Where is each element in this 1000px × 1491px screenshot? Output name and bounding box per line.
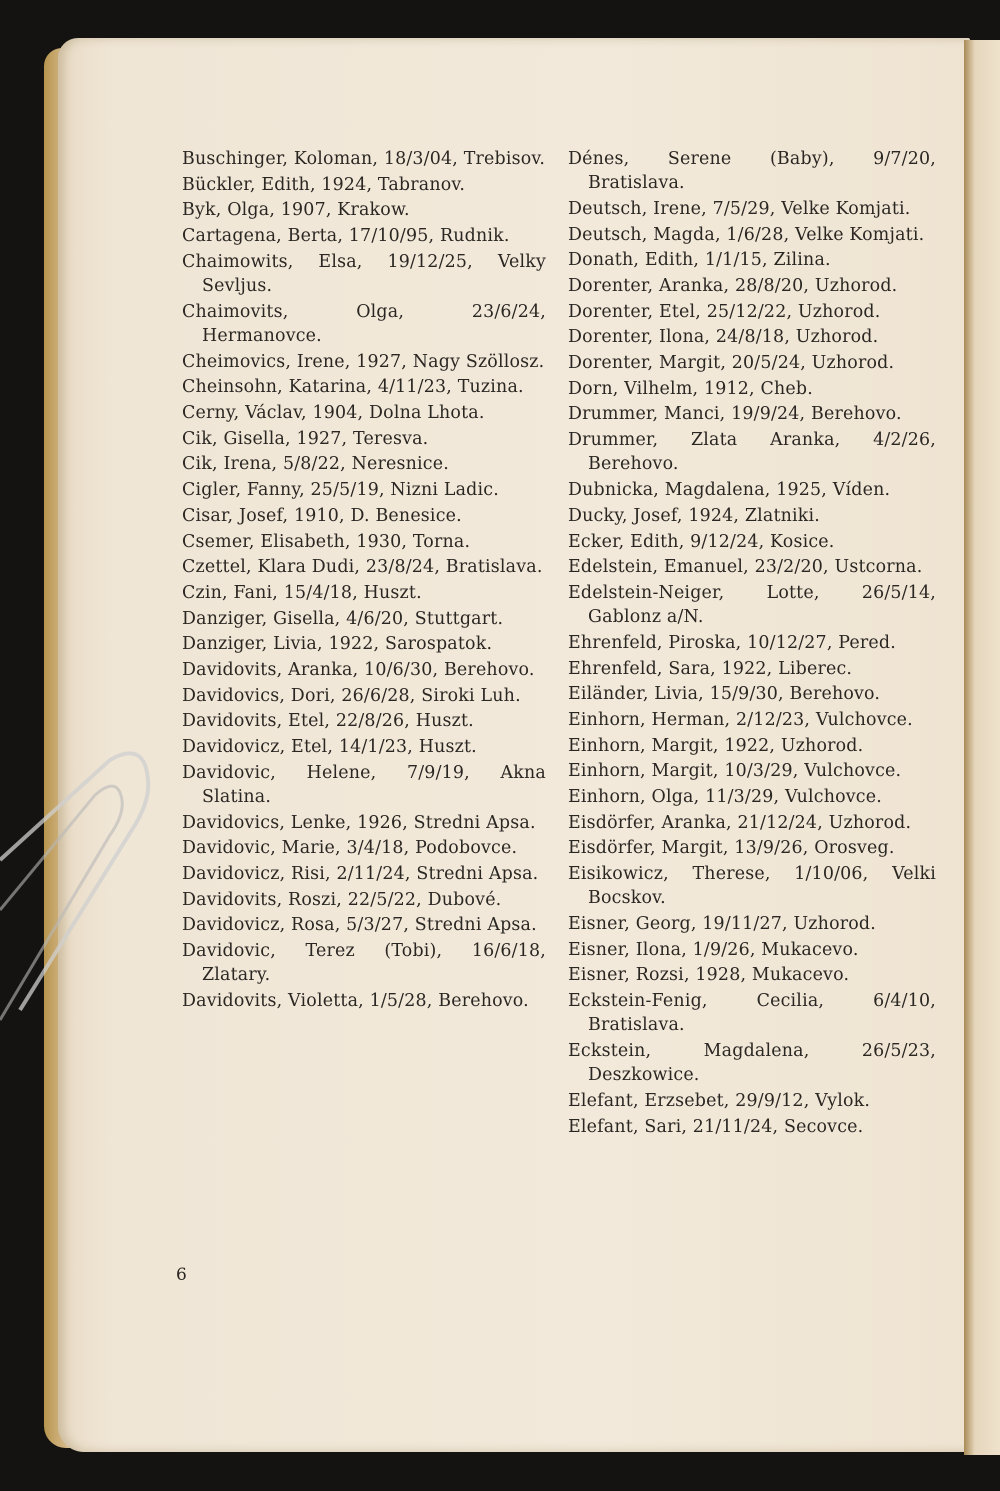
register-entry: Chaimowits, Elsa, 19/12/25, Velky Sevljus. <box>182 251 546 297</box>
register-entry: Einhorn, Margit, 10/3/29, Vulchovce. <box>568 761 902 782</box>
register-entry: Eisdörfer, Aranka, 21/12/24, Uzhorod. <box>568 812 912 833</box>
register-entry: Cik, Gisella, 1927, Teresva. <box>182 428 429 449</box>
register-entry: Ehrenfeld, Piroska, 10/12/27, Pered. <box>568 632 896 653</box>
register-entry: Czettel, Klara Dudi, 23/8/24, Bratislava. <box>182 557 543 578</box>
left-column <box>182 147 546 1015</box>
register-entry: Eiländer, Livia, 15/9/30, Berehovo. <box>568 684 881 705</box>
right-column <box>568 147 936 1140</box>
register-entry: Einhorn, Margit, 1922, Uzhorod. <box>568 735 864 756</box>
register-entry: Edelstein, Emanuel, 23/2/20, Ustcorna. <box>568 557 923 578</box>
register-entry: Drummer, Zlata Aranka, 4/2/26, Berehovo. <box>568 430 936 475</box>
register-entry: Davidovits, Roszi, 22/5/22, Dubové. <box>182 889 502 910</box>
register-entry: Deutsch, Magda, 1/6/28, Velke Komjati. <box>568 224 925 245</box>
register-entry: Eisner, Rozsi, 1928, Mukacevo. <box>568 965 850 986</box>
register-entry: Davidovic, Terez (Tobi), 16/6/18, Zlatary. <box>182 941 546 986</box>
register-entry: Byk, Olga, 1907, Krakow. <box>182 200 410 221</box>
register-entry: Eisdörfer, Margit, 13/9/26, Orosveg. <box>568 838 895 859</box>
register-entry: Davidovits, Violetta, 1/5/28, Berehovo. <box>182 991 529 1012</box>
register-entry: Davidovicz, Etel, 14/1/23, Huszt. <box>182 737 477 758</box>
register-entry: Dorenter, Ilona, 24/8/18, Uzhorod. <box>568 327 879 348</box>
register-entry: Davidovits, Etel, 22/8/26, Huszt. <box>182 711 474 732</box>
register-entry: Cisar, Josef, 1910, D. Benesice. <box>182 505 462 526</box>
register-entry: Davidovits, Aranka, 10/6/30, Berehovo. <box>182 659 535 680</box>
register-entry: Chaimovits, Olga, 23/6/24, Hermanovce. <box>182 301 546 347</box>
register-entry: Csemer, Elisabeth, 1930, Torna. <box>182 531 471 552</box>
register-entry: Donath, Edith, 1/1/15, Zilina. <box>568 250 831 271</box>
register-entry: Davidovicz, Risi, 2/11/24, Stredni Apsa. <box>182 864 539 885</box>
register-entry: Eisner, Georg, 19/11/27, Uzhorod. <box>568 914 876 935</box>
register-entry: Ducky, Josef, 1924, Zlatniki. <box>568 505 821 526</box>
register-entry: Eisikowicz, Therese, 1/10/06, Velki Bocskov. <box>568 864 936 909</box>
register-entry: Elefant, Erzsebet, 29/9/12, Vylok. <box>568 1091 871 1112</box>
register-entry: Einhorn, Olga, 11/3/29, Vulchovce. <box>568 787 882 808</box>
register-entry: Bückler, Edith, 1924, Tabranov. <box>182 174 466 195</box>
register-entry: Eisner, Ilona, 1/9/26, Mukacevo. <box>568 939 859 960</box>
register-entry: Ehrenfeld, Sara, 1922, Liberec. <box>568 658 853 679</box>
register-entry: Cik, Irena, 5/8/22, Neresnice. <box>182 454 449 475</box>
register-entry: Cerny, Václav, 1904, Dolna Lhota. <box>182 403 485 424</box>
facing-page-edge <box>964 40 1000 1455</box>
register-entry: Cheimovics, Irene, 1927, Nagy Szöllosz. <box>182 351 545 372</box>
register-entry: Czin, Fani, 15/4/18, Huszt. <box>182 582 422 603</box>
register-entry: Davidovic, Marie, 3/4/18, Podobovce. <box>182 838 518 859</box>
register-entry: Deutsch, Irene, 7/5/29, Velke Komjati. <box>568 198 911 219</box>
register-entry: Davidovic, Helene, 7/9/19, Akna Slatina. <box>182 762 546 808</box>
register-entry: Elefant, Sari, 21/11/24, Secovce. <box>568 1116 864 1137</box>
register-entry: Eckstein, Magdalena, 26/5/23, Deszkowice. <box>568 1041 936 1086</box>
register-entry: Dorenter, Etel, 25/12/22, Uzhorod. <box>568 301 881 322</box>
register-entry: Danziger, Gisella, 4/6/20, Stuttgart. <box>182 608 504 629</box>
register-entry: Cheinsohn, Katarina, 4/11/23, Tuzina. <box>182 377 524 398</box>
register-entry: Dénes, Serene (Baby), 9/7/20, Bratislava. <box>568 149 936 194</box>
register-entry: Einhorn, Herman, 2/12/23, Vulchovce. <box>568 709 913 730</box>
register-entry: Davidovics, Lenke, 1926, Stredni Apsa. <box>182 812 536 833</box>
register-entry: Edelstein-Neiger, Lotte, 26/5/14, Gablonz a/N. <box>568 582 936 628</box>
page-number: 6 <box>176 1265 187 1285</box>
register-entry: Drummer, Manci, 19/9/24, Berehovo. <box>568 404 902 425</box>
register-entry: Danziger, Livia, 1922, Sarospatok. <box>182 634 493 655</box>
register-entry: Davidovics, Dori, 26/6/28, Siroki Luh. <box>182 685 521 706</box>
register-entry: Cigler, Fanny, 25/5/19, Nizni Ladic. <box>182 480 499 501</box>
register-entry: Dorenter, Margit, 20/5/24, Uzhorod. <box>568 353 895 374</box>
register-entry: Buschinger, Koloman, 18/3/04, Trebisov. <box>182 149 546 169</box>
register-entry: Eckstein-Fenig, Cecilia, 6/4/10, Bratislava. <box>568 991 936 1036</box>
register-entry: Dorn, Vilhelm, 1912, Cheb. <box>568 378 813 399</box>
register-entry: Cartagena, Berta, 17/10/95, Rudnik. <box>182 226 510 247</box>
register-entry: Dorenter, Aranka, 28/8/20, Uzhorod. <box>568 276 898 297</box>
register-entry: Ecker, Edith, 9/12/24, Kosice. <box>568 531 835 552</box>
register-entry: Davidovicz, Rosa, 5/3/27, Stredni Apsa. <box>182 915 537 936</box>
register-entry: Dubnicka, Magdalena, 1925, Víden. <box>568 480 891 501</box>
